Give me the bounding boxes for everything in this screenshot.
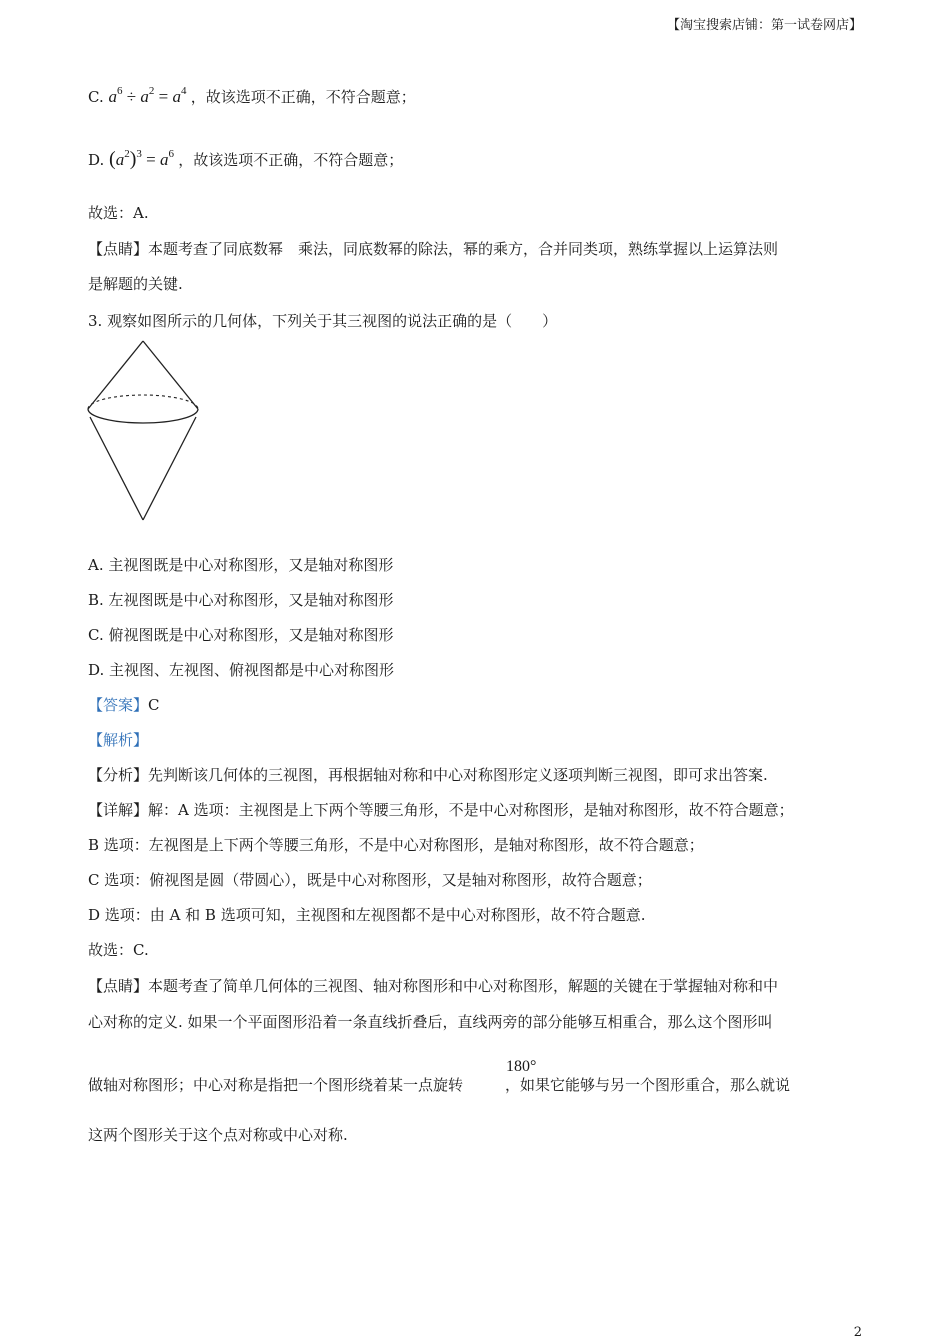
- base-visible-arc: [88, 409, 198, 423]
- answer-value: C: [148, 696, 160, 714]
- option-d-label: D.: [88, 151, 105, 169]
- dianjing-line-4: 这两个图形关于这个点对称或中心对称.: [88, 1126, 348, 1144]
- prev-comment-line-1: 【点睛】本题考查了同底数幂 乘法，同底数幂的除法，幂的乘方，合并同类项，熟练掌握以上运算法则: [88, 240, 779, 258]
- option-b: B. 左视图既是中心对称图形，又是轴对称图形: [88, 591, 394, 609]
- option-c-label: C.: [88, 88, 104, 106]
- rotation-angle: 180°: [506, 1058, 537, 1075]
- lower-cone-left-edge: [90, 417, 143, 520]
- analysis-line-d: D 选项：由 A 和 B 选项可知，主视图和左视图都不是中心对称图形，故不符合题意.: [88, 906, 646, 924]
- store-header: 【淘宝搜索店铺：第一试卷网店】: [666, 18, 862, 33]
- prev-comment-line-2: 是解题的关键.: [88, 275, 183, 293]
- option-c: C. 俯视图既是中心对称图形，又是轴对称图形: [88, 626, 394, 644]
- analysis-tag: 【解析】: [88, 731, 149, 749]
- prev-option-c: [88, 86, 416, 107]
- option-c-comment: ，故该选项不正确，不符合题意；: [190, 88, 416, 106]
- dianjing-line-1: 【点睛】本题考查了简单几何体的三视图、轴对称图形和中心对称图形，解题的关键在于掌握轴对称和中: [88, 977, 779, 995]
- dianjing-tag: 【点睛】: [88, 977, 149, 995]
- fenxi-tag: 【分析】: [88, 766, 149, 784]
- answer-line: [88, 694, 160, 715]
- prev-option-d: [88, 148, 403, 171]
- option-c-expression: $a^6 \div a^2 = a^4$: [108, 85, 187, 106]
- page-number: 2: [853, 1325, 862, 1340]
- option-d-expression: $(a^2)^3 = a^6$: [109, 148, 174, 170]
- analysis-choice: 故选：C.: [88, 941, 149, 959]
- dianjing-line-2: 心对称的定义. 如果一个平面图形沿着一条直线折叠后，直线两旁的部分能够互相重合，那么这个图形叫: [88, 1013, 773, 1031]
- option-d-comment: ，故该选项不正确，不符合题意；: [178, 151, 404, 169]
- upper-cone-right-edge: [143, 341, 198, 409]
- analysis-line-b: B 选项：左视图是上下两个等腰三角形，不是中心对称图形，是轴对称图形，故不符合题意；: [88, 836, 704, 854]
- analysis-xiangjie: 【详解】解：A 选项：主视图是上下两个等腰三角形，不是中心对称图形，是轴对称图形，故不符合题意；: [88, 801, 794, 819]
- lower-cone-right-edge: [143, 417, 196, 520]
- double-cone-figure: [86, 338, 202, 524]
- base-hidden-arc: [88, 395, 198, 409]
- option-d: D. 主视图、左视图、俯视图都是中心对称图形: [88, 661, 395, 679]
- prev-comment-tag: 【点睛】: [88, 240, 149, 258]
- question-stem: 3. 观察如图所示的几何体，下列关于其三视图的说法正确的是（ ）: [88, 312, 558, 330]
- option-a: A. 主视图既是中心对称图形，又是轴对称图形: [88, 556, 394, 574]
- analysis-line-c: C 选项：俯视图是圆（带圆心），既是中心对称图形，又是轴对称图形，故符合题意；: [88, 871, 652, 889]
- prev-choice: 故选：A.: [88, 204, 149, 222]
- answer-tag: 【答案】: [88, 696, 149, 714]
- xiangjie-tag: 【详解】: [88, 801, 149, 819]
- dianjing-line-3: 做轴对称图形；中心对称是指把一个图形绕着某一点旋转 ，如果它能够与另一个图形重合，那么就说: [88, 1076, 791, 1094]
- analysis-fenxi: 【分析】先判断该几何体的三视图，再根据轴对称和中心对称图形定义逐项判断三视图，即可求出答案.: [88, 766, 768, 784]
- upper-cone-left-edge: [88, 341, 143, 409]
